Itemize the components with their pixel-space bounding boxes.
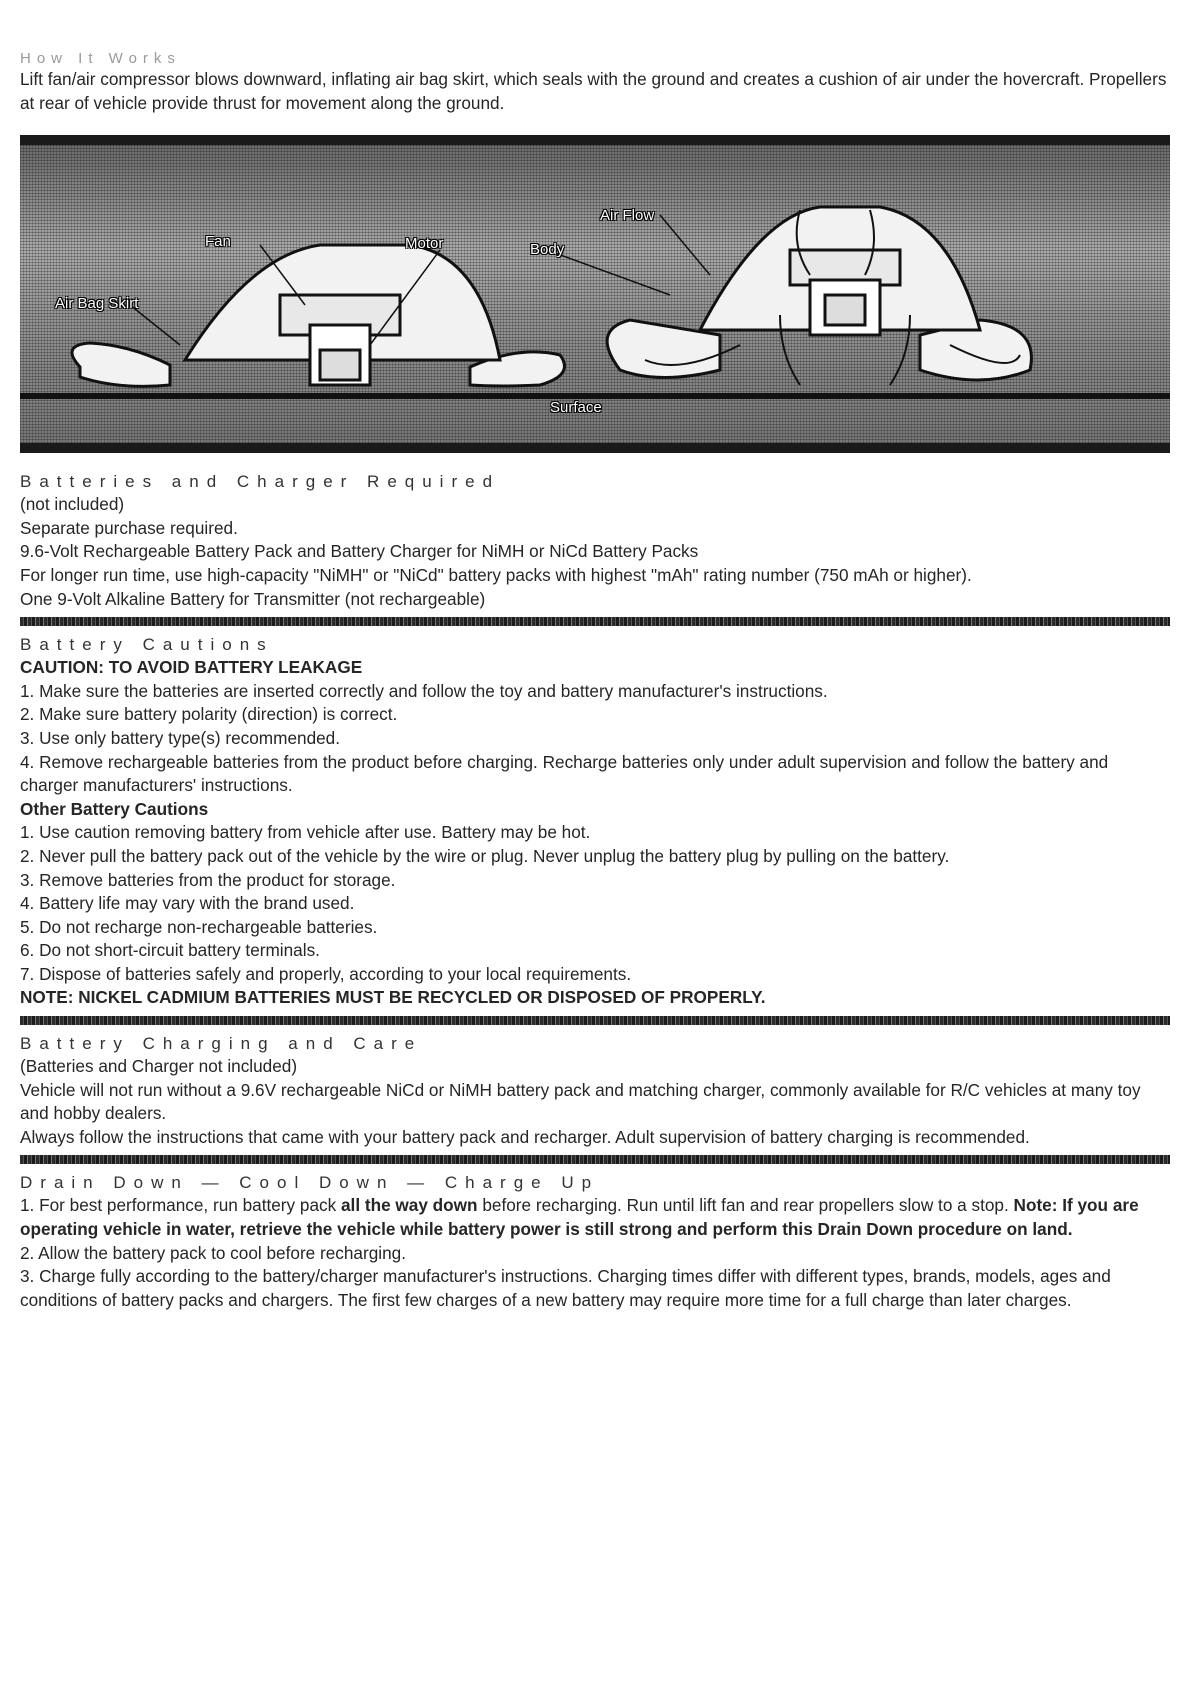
other-caution-item: 7. Dispose of batteries safely and properly, according to your local requirements. xyxy=(20,963,632,984)
label-air-bag-skirt: Air Bag Skirt xyxy=(55,295,139,313)
batteries-required-section xyxy=(20,471,1170,611)
charging-care-heading: Battery Charging and Care xyxy=(20,1034,423,1054)
label-fan: Fan xyxy=(205,233,231,251)
batteries-required-line: Separate purchase required. xyxy=(20,517,238,538)
caution-item: 2. Make sure battery polarity (direction) is correct. xyxy=(20,704,398,725)
caution-subheading: CAUTION: TO AVOID BATTERY LEAKAGE xyxy=(20,657,363,678)
caution-item: 4. Remove rechargeable batteries from the product before charging. Recharge batteries only under adult supervision and follow the battery and charger manufacturers' instructions. xyxy=(20,751,1109,796)
batteries-required-heading: Batteries and Charger Required xyxy=(20,472,501,492)
how-it-works-section xyxy=(20,0,1170,115)
battery-cautions-section xyxy=(20,634,1170,1010)
label-air-flow: Air Flow xyxy=(600,207,655,225)
charging-care-line: Vehicle will not run without a 9.6V rechargeable NiCd or NiMH battery pack and matching charger, commonly available for R/C vehicles at many toy and hobby dealers. xyxy=(20,1079,1141,1124)
other-caution-item: 6. Do not short-circuit battery terminals. xyxy=(20,940,320,961)
caution-item: 3. Use only battery type(s) recommended. xyxy=(20,727,341,748)
label-body: Body xyxy=(530,241,565,259)
drain-down-section xyxy=(20,1172,1170,1312)
other-cautions-heading: Other Battery Cautions xyxy=(20,798,209,819)
drain-down-item-1-bold: all the way down xyxy=(340,1195,478,1216)
battery-cautions-heading: Battery Cautions xyxy=(20,635,274,655)
other-caution-item: 3. Remove batteries from the product for storage. xyxy=(20,869,396,890)
drain-down-item-3: 3. Charge fully according to the battery/charger manufacturer's instructions. Charging times differ with different types, brands, models, ages and conditions of battery packs and chargers. The first few charges of a new battery may require more time for a full charge than later charges. xyxy=(20,1266,1111,1310)
drain-down-item-1-mid: before recharging. Run until lift fan and rear propellers slow to a stop. xyxy=(477,1195,1014,1216)
how-it-works-text: Lift fan/air compressor blows downward, inflating air bag skirt, which seals with the ground and creates a cushion of air under the hovercraft. Propellers at rear of vehicle provide thrust for movement along the ground. xyxy=(20,69,1167,113)
hovercraft-at-rest xyxy=(72,245,565,386)
batteries-required-line: 9.6-Volt Rechargeable Battery Pack and Battery Charger for NiMH or NiCd Battery Packs xyxy=(20,541,699,562)
batteries-required-line: (not included) xyxy=(20,494,125,515)
section-divider xyxy=(20,617,1170,626)
drain-down-heading: Drain Down — Cool Down — Charge Up xyxy=(20,1173,600,1193)
drain-down-water-note: Note: If you are operating vehicle in water, retrieve the vehicle while battery power is still strong and perform this Drain Down procedure on land. xyxy=(20,1195,1139,1240)
document-page xyxy=(20,0,1170,1312)
batteries-required-line: For longer run time, use high-capacity "NiMH" or "NiCd" battery packs with highest "mAh" rating number (750 mAh or higher). xyxy=(20,564,972,585)
charging-care-line: (Batteries and Charger not included) xyxy=(20,1056,298,1077)
label-surface: Surface xyxy=(550,399,602,417)
section-divider xyxy=(20,1016,1170,1025)
nicad-note: NOTE: NICKEL CADMIUM BATTERIES MUST BE RECYCLED OR DISPOSED OF PROPERLY. xyxy=(20,987,766,1008)
other-caution-item: 4. Battery life may vary with the brand used. xyxy=(20,893,355,914)
label-motor: Motor xyxy=(405,235,444,253)
how-it-works-heading: How It Works xyxy=(20,50,181,67)
drain-down-item-1 xyxy=(20,1194,1170,1241)
other-caution-item: 5. Do not recharge non-rechargeable batteries. xyxy=(20,916,378,937)
charging-care-section xyxy=(20,1033,1170,1149)
other-caution-item: 1. Use caution removing battery from vehicle after use. Battery may be hot. xyxy=(20,822,591,843)
hovercraft-diagram xyxy=(20,135,1170,453)
drain-down-item-2: 2. Allow the battery pack to cool before recharging. xyxy=(20,1242,406,1263)
batteries-required-line: One 9-Volt Alkaline Battery for Transmitter (not rechargeable) xyxy=(20,588,486,609)
charging-care-line: Always follow the instructions that came with your battery pack and recharger. Adult supervision of battery charging is recommended. xyxy=(20,1126,1030,1147)
caution-item: 1. Make sure the batteries are inserted correctly and follow the toy and battery manufacturer's instructions. xyxy=(20,680,828,701)
other-caution-item: 2. Never pull the battery pack out of the vehicle by the wire or plug. Never unplug the battery plug by pulling on the battery. xyxy=(20,845,950,866)
drain-down-item-1-pre: 1. For best performance, run battery pack xyxy=(20,1195,341,1216)
section-divider xyxy=(20,1155,1170,1164)
